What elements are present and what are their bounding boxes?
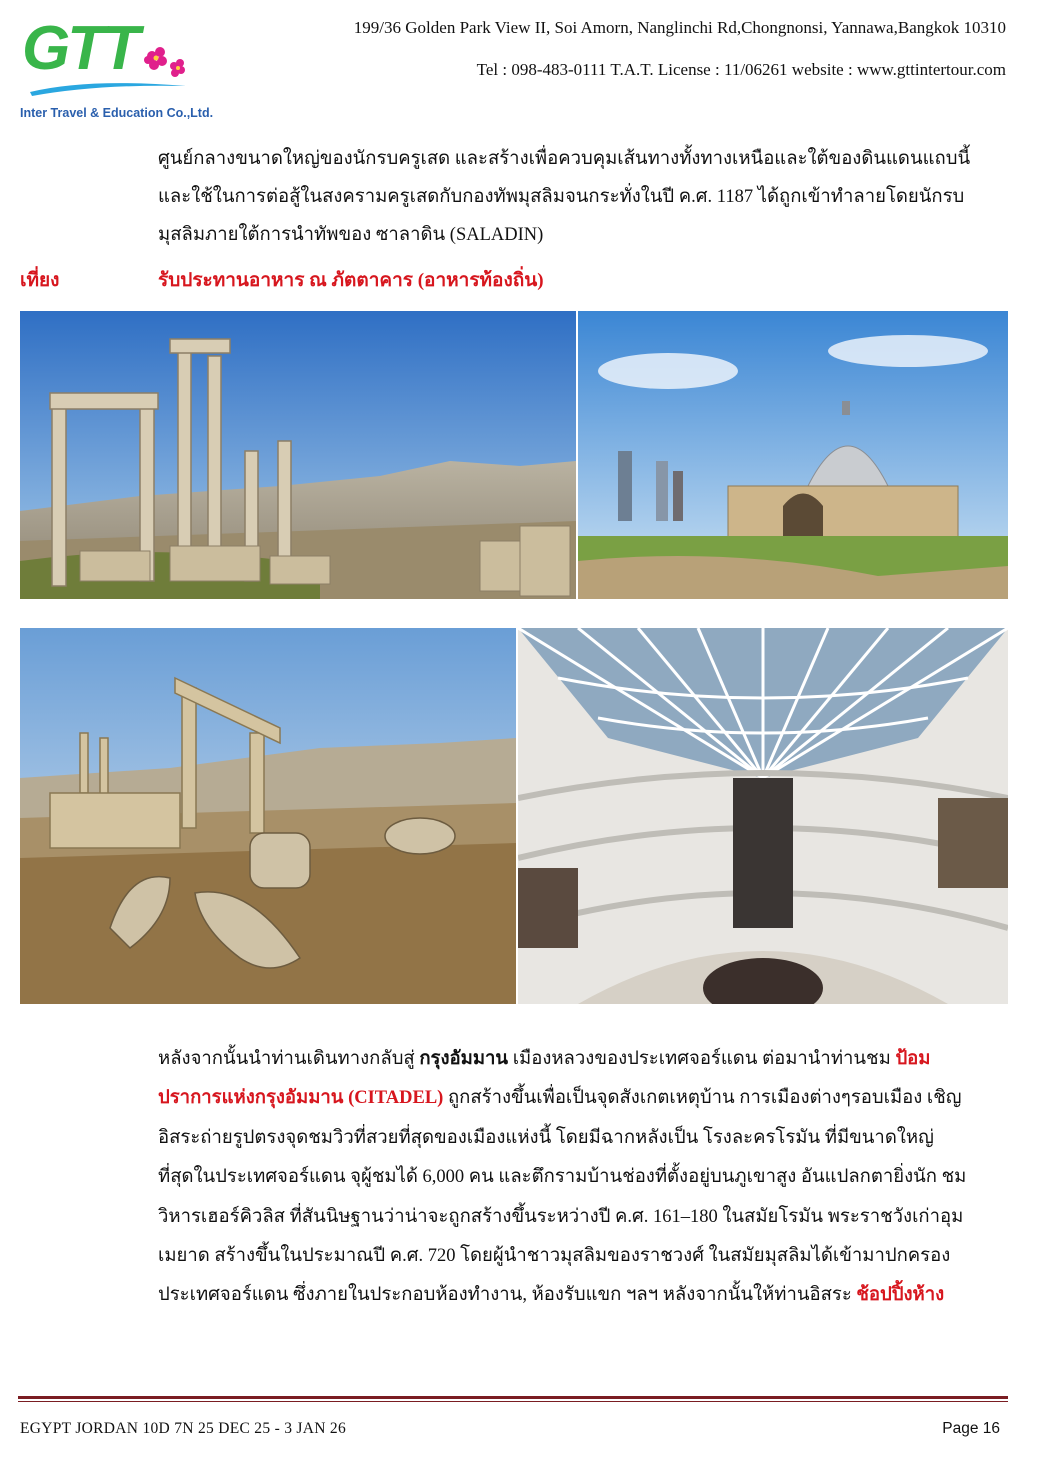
body-line: วิหารเฮอร์คิวลิส ที่สันนิษฐานว่าน่าจะถูกสร้างขึ้นระหว่างปี ค.ศ. 161–180 ในสมัยโรมัน พระราชวังเก่าอุม: [158, 1206, 964, 1227]
photo-umayyad-palace: [578, 311, 1008, 599]
body-line: [158, 1079, 1006, 1118]
intro-line: และใช้ในการต่อสู้ในสงครามครูเสดกับกองทัพมุสลิมจนกระทั่งในปี ค.ศ. 1187 ได้ถูกเข้าทำลายโดยนักรบ: [158, 187, 965, 207]
intro-paragraph: [158, 140, 1006, 254]
photo-citadel-ruins: [20, 628, 516, 1004]
footer-divider: [18, 1396, 1008, 1399]
company-logo: [20, 14, 214, 128]
body-line: เมยาด สร้างขึ้นในประมาณปี ค.ศ. 720 โดยผู้นำชาวมุสลิมของราชวงศ์ ในสมัยมุสลิมได้เข้ามาปกครอง: [158, 1246, 951, 1267]
body-line: [158, 1276, 1006, 1315]
page-number: Page 16: [942, 1420, 1000, 1437]
body-text: เมืองหลวงของประเทศจอร์แดน ต่อมานำท่านชม: [508, 1049, 896, 1069]
citadel-paragraph: [158, 1040, 1006, 1316]
company-contact: Tel : 098-483-0111 T.A.T. License : 11/06261 website : www.gttintertour.com: [476, 60, 1006, 79]
meal-label: เที่ยง: [20, 270, 60, 291]
logo-subtitle: Inter Travel & Education Co.,Ltd.: [20, 106, 214, 120]
highlight-amman: กรุงอัมมาน: [419, 1049, 509, 1069]
orchid-flower-icon: [138, 44, 190, 84]
intro-line: มุสลิมภายใต้การนำทัพของ ซาลาดิน (SALADIN): [158, 225, 544, 245]
body-line: อิสระถ่ายรูปตรงจุดชมวิวที่สวยที่สุดของเมืองแห่งนี้ โดยมีฉากหลังเป็น โรงละครโรมัน ที่มีขนาดใหญ่: [158, 1127, 934, 1148]
body-text: หลังจากนั้นนำท่านเดินทางกลับสู่: [158, 1049, 420, 1069]
photo-shopping-mall: [518, 628, 1008, 1004]
body-line: ที่สุดในประเทศจอร์แดน จุผู้ชมได้ 6,000 คน และตึกรามบ้านช่องที่ตั้งอยู่บนภูเขาสูง อันแปลกตายิ่งนัก ชม: [158, 1167, 967, 1188]
photo-temple-of-hercules: [20, 311, 576, 599]
footer-tour-title: EGYPT JORDAN 10D 7N 25 DEC 25 - 3 JAN 26: [20, 1420, 347, 1437]
body-text: ถูกสร้างขึ้นเพื่อเป็นจุดสังเกตเหตุบ้าน การเมืองต่างๆรอบเมือง เชิญ: [443, 1088, 962, 1109]
body-text: ประเทศจอร์แดน ซึ่งภายในประกอบห้องทำงาน, ห้องรับแขก ฯลฯ หลังจากนั้นให้ท่านอิสระ: [158, 1285, 857, 1306]
intro-line: ศูนย์กลางขนาดใหญ่ของนักรบครูเสด และสร้างเพื่อควบคุมเส้นทางทั้งทางเหนือและใต้ของดินแดนแถบนี้: [158, 149, 971, 169]
highlight-shopping: ช้อปปิ้งห้าง: [856, 1285, 945, 1306]
highlight-citadel: ป้อม: [895, 1049, 931, 1069]
highlight-citadel: ปราการแห่งกรุงอัมมาน (CITADEL): [158, 1088, 444, 1109]
footer-divider-thin: [18, 1401, 1008, 1402]
meal-description: รับประทานอาหาร ณ ภัตตาคาร (อาหารท้องถิ่น): [158, 270, 544, 291]
page-header: [0, 0, 1050, 130]
company-address: 199/36 Golden Park View II, Soi Amorn, Nanglinchi Rd,Chongnonsi, Yannawa,Bangkok 10310: [353, 18, 1006, 37]
logo-text: GTT: [22, 14, 137, 83]
body-line: [158, 1040, 1006, 1079]
